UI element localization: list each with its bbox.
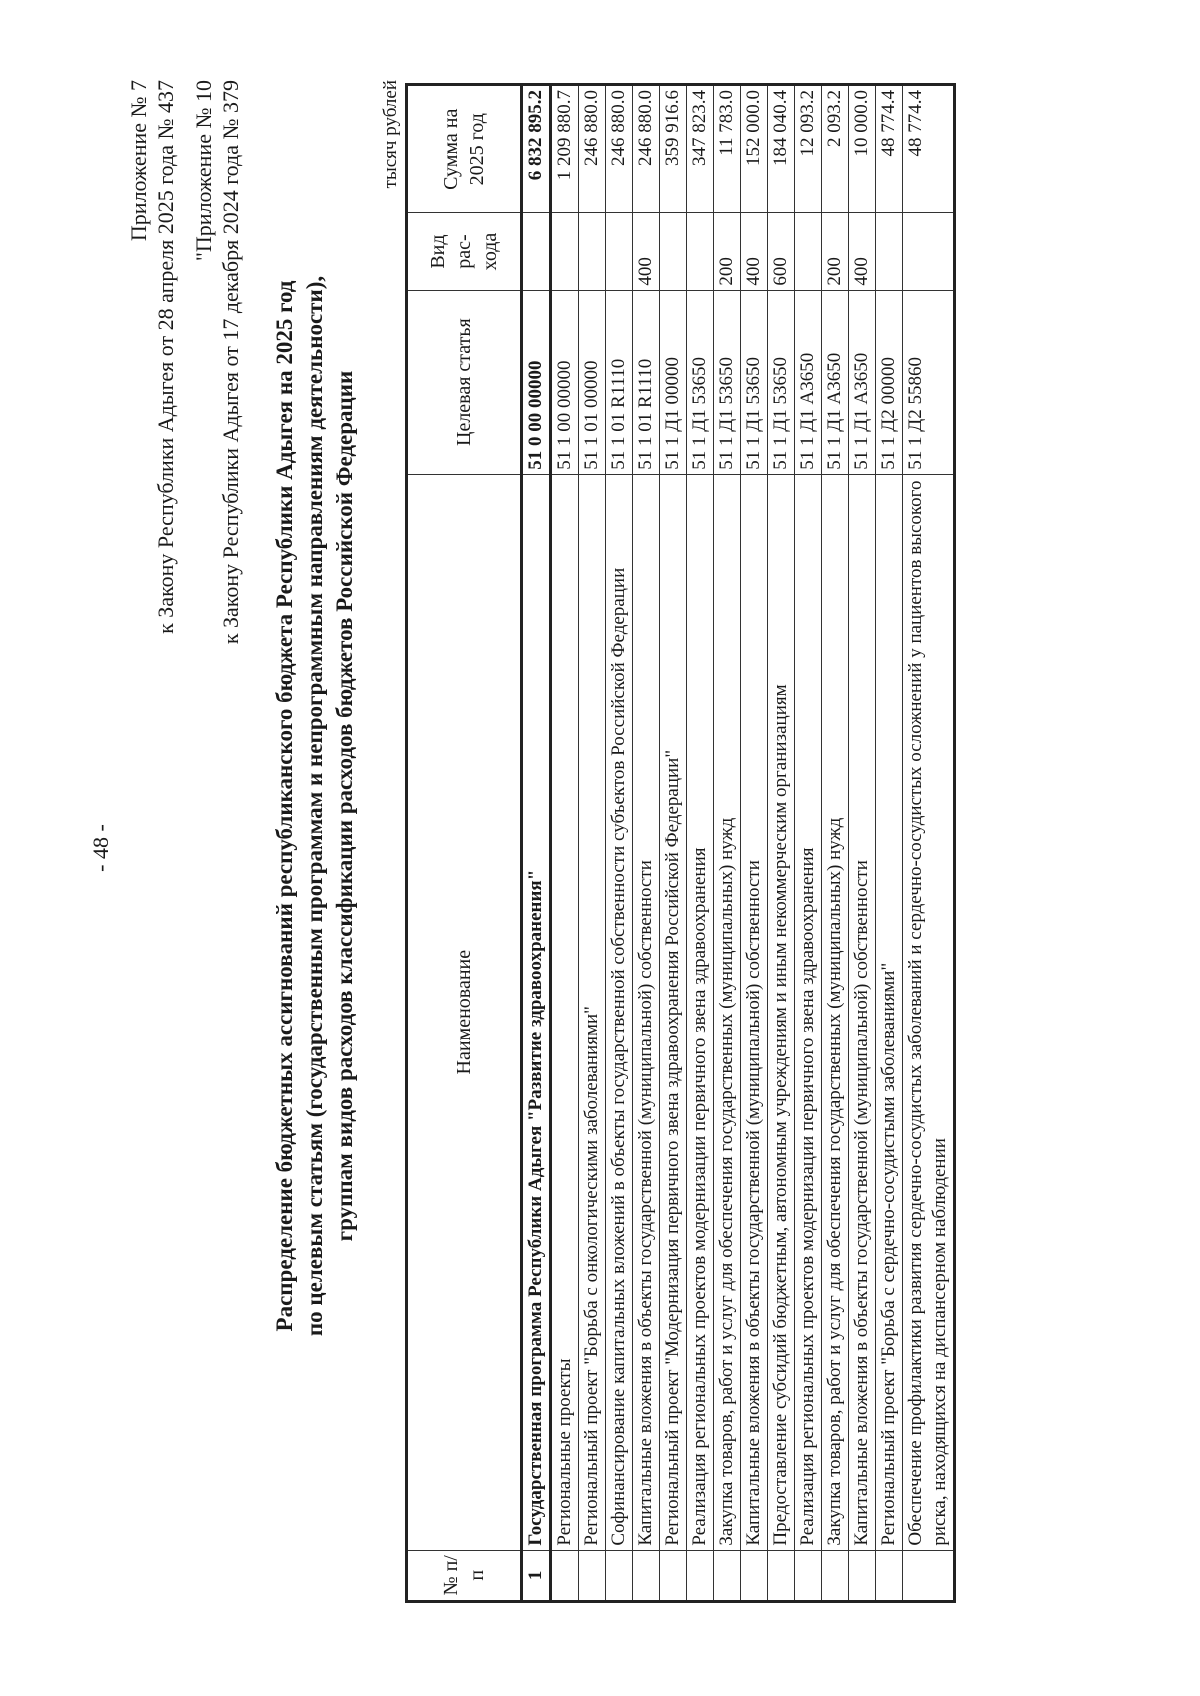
column-header-expense-type: Вид рас- хода xyxy=(407,213,522,290)
cell-amount: 1 209 880.7 xyxy=(551,85,579,214)
cell-expense-type xyxy=(606,213,633,290)
table-row xyxy=(633,85,660,1602)
cell-name: Закупка товаров, работ и услуг для обеспечения государственных (муниципальных) нужд xyxy=(822,474,849,1550)
cell-expense-type: 200 xyxy=(714,213,741,290)
cell-target-article: 51 1 Д1 53650 xyxy=(741,290,768,474)
cell-amount: 246 880.0 xyxy=(633,85,660,214)
cell-amount: 11 783.0 xyxy=(714,85,741,214)
cell-name: Региональный проект "Модернизация первичного звена здравоохранения Российской Федерации" xyxy=(660,474,687,1550)
table-row xyxy=(522,85,551,1602)
table-row xyxy=(768,85,795,1602)
table-row xyxy=(795,85,822,1602)
table-row xyxy=(822,85,849,1602)
cell-name: Реализация региональных проектов модернизации первичного звена здравоохранения xyxy=(795,474,822,1550)
annex-number: Приложение № 7 xyxy=(126,80,151,242)
cell-target-article: 51 1 Д1 53650 xyxy=(687,290,714,474)
column-header-amount: Сумма на 2025 год xyxy=(407,85,522,214)
table-row xyxy=(606,85,633,1602)
cell-target-article: 51 0 00 00000 xyxy=(522,290,551,474)
cell-amount: 347 823.4 xyxy=(687,85,714,214)
table-row xyxy=(741,85,768,1602)
table-header-row xyxy=(407,85,522,1602)
cell-expense-type: 400 xyxy=(741,213,768,290)
cell-name: Региональный проект "Борьба с онкологическими заболеваниями" xyxy=(579,474,606,1550)
cell-number xyxy=(714,1550,741,1601)
cell-amount: 10 000.0 xyxy=(849,85,876,214)
column-header-name: Наименование xyxy=(407,474,522,1550)
budget-allocation-table xyxy=(405,83,956,1603)
cell-target-article: 51 1 Д1 53650 xyxy=(768,290,795,474)
cell-expense-type xyxy=(522,213,551,290)
title-line: группам видов расходов классификации расходов бюджетов Российской Федерации xyxy=(332,370,357,1242)
cell-number xyxy=(768,1550,795,1601)
cell-amount: 12 093.2 xyxy=(795,85,822,214)
cell-number xyxy=(822,1550,849,1601)
table-row xyxy=(903,85,955,1602)
cell-expense-type xyxy=(687,213,714,290)
table-row xyxy=(660,85,687,1602)
cell-target-article: 51 1 Д1 00000 xyxy=(660,290,687,474)
cell-amount: 152 000.0 xyxy=(741,85,768,214)
cell-number xyxy=(876,1550,903,1601)
cell-expense-type xyxy=(795,213,822,290)
cell-expense-type xyxy=(551,213,579,290)
cell-amount: 2 093.2 xyxy=(822,85,849,214)
cell-number xyxy=(633,1550,660,1601)
cell-number xyxy=(741,1550,768,1601)
cell-target-article: 51 1 Д1 А3650 xyxy=(822,290,849,474)
cell-target-article: 51 1 Д1 А3650 xyxy=(795,290,822,474)
cell-expense-type xyxy=(579,213,606,290)
cell-name: Реализация региональных проектов модернизации первичного звена здравоохранения xyxy=(687,474,714,1550)
cell-name: Софинансирование капитальных вложений в объекты государственной собственности субъектов Российской Федерации xyxy=(606,474,633,1550)
table-row xyxy=(551,85,579,1602)
original-annex-law-reference: к Закону Республики Адыгея от 17 декабря 2024 года № 379 xyxy=(218,80,243,645)
cell-expense-type: 200 xyxy=(822,213,849,290)
annex-law-reference: к Закону Республики Адыгея от 28 апреля 2025 года № 437 xyxy=(153,80,178,634)
cell-amount: 6 832 895.2 xyxy=(522,85,551,214)
document-title xyxy=(270,256,360,1356)
cell-number xyxy=(606,1550,633,1601)
cell-expense-type: 400 xyxy=(849,213,876,290)
cell-number: 1 xyxy=(522,1550,551,1601)
cell-expense-type xyxy=(903,213,955,290)
cell-target-article: 51 1 00 00000 xyxy=(551,290,579,474)
cell-target-article: 51 1 01 R1110 xyxy=(633,290,660,474)
table-row xyxy=(579,85,606,1602)
table-body xyxy=(522,85,955,1602)
cell-target-article: 51 1 Д1 53650 xyxy=(714,290,741,474)
table-row xyxy=(876,85,903,1602)
cell-number xyxy=(903,1550,955,1601)
cell-name: Капитальные вложения в объекты государственной (муниципальной) собственности xyxy=(633,474,660,1550)
table-row xyxy=(687,85,714,1602)
cell-expense-type: 400 xyxy=(633,213,660,290)
table-row xyxy=(849,85,876,1602)
units-label: тысяч рублей xyxy=(380,80,401,189)
title-line: по целевым статьям (государственным программам и непрограммным направлениям деятельности), xyxy=(302,275,327,1337)
cell-name: Региональный проект "Борьба с сердечно-сосудистыми заболеваниями" xyxy=(876,474,903,1550)
cell-name: Государственная программа Республики Адыгея "Развитие здравоохранения" xyxy=(522,474,551,1550)
cell-name: Региональные проекты xyxy=(551,474,579,1550)
table-row xyxy=(714,85,741,1602)
cell-target-article: 51 1 Д1 А3650 xyxy=(849,290,876,474)
cell-name: Предоставление субсидий бюджетным, автономным учреждениям и иным некоммерческим организациям xyxy=(768,474,795,1550)
cell-amount: 246 880.0 xyxy=(606,85,633,214)
cell-number xyxy=(795,1550,822,1601)
cell-number xyxy=(660,1550,687,1601)
cell-expense-type: 600 xyxy=(768,213,795,290)
cell-amount: 48 774.4 xyxy=(876,85,903,214)
cell-amount: 184 040.4 xyxy=(768,85,795,214)
cell-name: Закупка товаров, работ и услуг для обеспечения государственных (муниципальных) нужд xyxy=(714,474,741,1550)
cell-name: Капитальные вложения в объекты государственной (муниципальной) собственности xyxy=(849,474,876,1550)
cell-number xyxy=(551,1550,579,1601)
cell-amount: 48 774.4 xyxy=(903,85,955,214)
cell-amount: 246 880.0 xyxy=(579,85,606,214)
cell-target-article: 51 1 01 R1110 xyxy=(606,290,633,474)
cell-expense-type xyxy=(660,213,687,290)
page-number: - 48 - xyxy=(88,824,113,872)
cell-target-article: 51 1 Д2 55860 xyxy=(903,290,955,474)
annex-reference xyxy=(125,80,179,634)
original-annex-reference xyxy=(190,80,244,644)
column-header-number: № п/п xyxy=(407,1550,522,1601)
cell-expense-type xyxy=(876,213,903,290)
cell-name: Капитальные вложения в объекты государственной (муниципальной) собственности xyxy=(741,474,768,1550)
cell-name: Обеспечение профилактики развития сердечно-сосудистых заболеваний и сердечно-сосудистых осложнений у пациентов высокого риска, находящихся на диспансерном наблюдении xyxy=(903,474,955,1550)
title-line: Распределение бюджетных ассигнований республиканского бюджета Республики Адыгея на 2025 год xyxy=(272,280,297,1332)
cell-target-article: 51 1 Д2 00000 xyxy=(876,290,903,474)
cell-number xyxy=(579,1550,606,1601)
column-header-target-article: Целевая статья xyxy=(407,290,522,474)
cell-number xyxy=(687,1550,714,1601)
cell-target-article: 51 1 01 00000 xyxy=(579,290,606,474)
cell-amount: 359 916.6 xyxy=(660,85,687,214)
cell-number xyxy=(849,1550,876,1601)
original-annex-number: "Приложение № 10 xyxy=(191,80,216,262)
